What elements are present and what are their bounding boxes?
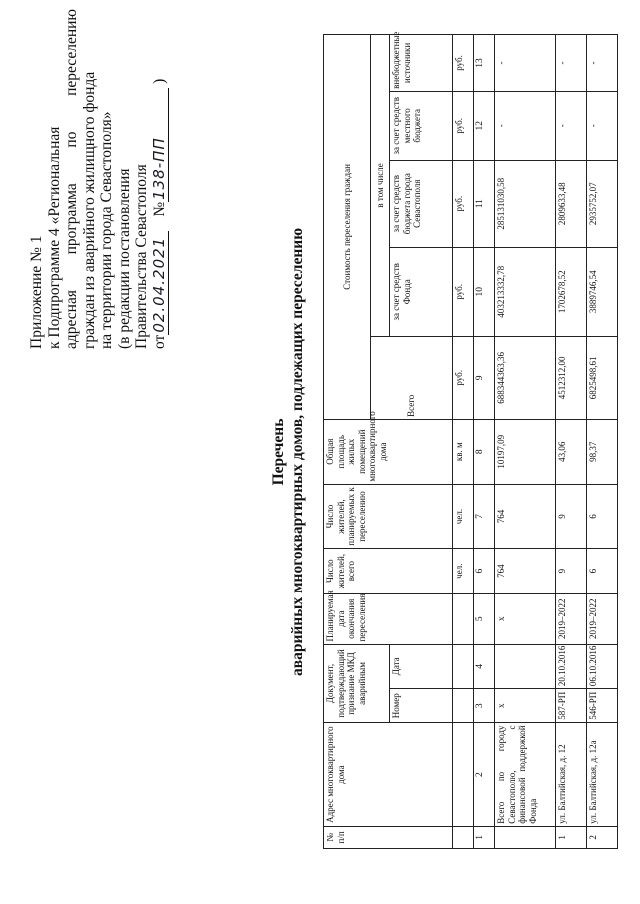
total-local-budget: - <box>495 91 556 160</box>
list-subtitle: аварийных многоквартирных домов, подлежащих переселению <box>289 227 306 677</box>
handwritten-number: 138-ПП <box>151 88 170 202</box>
row-extra-budget: - <box>587 35 618 92</box>
header-residents-total: Число жителей, всего <box>324 549 453 594</box>
unit-cell <box>453 826 474 848</box>
column-number: 12 <box>474 91 495 160</box>
header-planned-end: Планируемая дата окончания переселения <box>324 593 453 644</box>
row-residents-total: 9 <box>556 549 587 594</box>
signature-line <box>151 9 170 349</box>
total-city-budget: 285131030,58 <box>495 160 556 247</box>
column-number: 9 <box>474 336 495 419</box>
row-fund: 3889746,54 <box>587 247 618 336</box>
column-number: 4 <box>474 644 495 689</box>
column-number: 6 <box>474 549 495 594</box>
list-title: Перечень <box>270 418 287 486</box>
column-number: 10 <box>474 247 495 336</box>
unit-extra-budget: руб. <box>453 35 474 92</box>
total-doc-date <box>495 644 556 689</box>
unit-cell <box>453 593 474 644</box>
column-number: 8 <box>474 419 495 484</box>
units-row <box>453 35 474 849</box>
header-including: в том числе <box>371 35 390 337</box>
row-doc-date: 06.10.2016 <box>587 644 618 689</box>
sig-no-label: № <box>150 201 168 217</box>
handwritten-date: 02.04.2021 <box>151 231 170 335</box>
header-extra-budget: внебюджетные источники <box>390 35 453 92</box>
header-residents-planned: Число жителей, планируемых к переселению <box>324 484 453 549</box>
row-no: 2 <box>587 826 618 848</box>
buildings-table <box>323 31 618 849</box>
total-residents-planned: 764 <box>495 484 556 549</box>
row-no: 1 <box>556 826 587 848</box>
header-no: № п/п <box>324 826 453 848</box>
column-number: 2 <box>474 723 495 826</box>
total-fund: 403213332,78 <box>495 247 556 336</box>
unit-cell <box>453 644 474 689</box>
unit-area: кв. м <box>453 419 474 484</box>
row-doc-date: 20.10.2016 <box>556 644 587 689</box>
unit-total: руб. <box>453 336 474 419</box>
header-total: Всего <box>371 336 453 419</box>
column-number: 7 <box>474 484 495 549</box>
appendix-line-4: граждан из аварийного жилищного фонда <box>80 71 98 349</box>
appendix-line-7: Правительства Севастополя <box>133 164 150 349</box>
column-number: 11 <box>474 160 495 247</box>
row-local-budget: - <box>556 91 587 160</box>
row-fund: 1702678,52 <box>556 247 587 336</box>
header-doc-date: Дата <box>390 644 453 689</box>
column-numbers-row <box>474 35 495 849</box>
row-address: ул. Балтийская, д. 12 <box>556 723 587 826</box>
unit-local-budget: руб. <box>453 91 474 160</box>
table-row <box>556 35 587 849</box>
header-fund: за счет средств Фонда <box>390 247 453 336</box>
header-cost: Стоимость переселения граждан <box>324 35 371 420</box>
appendix-line-5: на территории города Севастополя» <box>98 111 115 349</box>
column-number: 1 <box>474 826 495 848</box>
row-planned-end: 2019–2022 <box>587 593 618 644</box>
header-document: Документ, подтверждающий признание МКД аварийным <box>324 644 390 723</box>
header-row-1 <box>324 35 371 849</box>
header-area: Общая площадь жилых помещений многоквартирного дома <box>324 419 453 484</box>
header-local-budget: за счет средств местного бюджета <box>390 91 453 160</box>
unit-cell <box>453 723 474 826</box>
header-address: Адрес многоквартирного дома <box>324 723 453 826</box>
appendix-line-1: Приложение № 1 <box>28 235 45 349</box>
appendix-line-3: адресная программа по переселению <box>63 9 80 349</box>
total-area: 10197,09 <box>495 419 556 484</box>
row-local-budget: - <box>587 91 618 160</box>
total-address: Всего по городу Севастополю, с финансовой поддержкой Фонда <box>495 723 556 826</box>
row-doc-number: 587-РП <box>556 689 587 723</box>
unit-city-budget: руб. <box>453 160 474 247</box>
column-number: 3 <box>474 689 495 723</box>
sig-prefix: от <box>150 334 168 349</box>
total-planned-end: x <box>495 593 556 644</box>
table-row <box>587 35 618 849</box>
appendix-line-6: (в редакции постановления <box>115 168 133 349</box>
row-extra-budget: - <box>556 35 587 92</box>
total-total: 688344363,36 <box>495 336 556 419</box>
row-total: 6825498,61 <box>587 336 618 419</box>
row-residents-planned: 9 <box>556 484 587 549</box>
row-area: 98,37 <box>587 419 618 484</box>
unit-residents-total: чел. <box>453 549 474 594</box>
row-total: 4512312,00 <box>556 336 587 419</box>
row-residents-planned: 6 <box>587 484 618 549</box>
total-residents-total: 764 <box>495 549 556 594</box>
appendix-line-2: к Подпрограмме 4 «Региональная <box>45 126 63 349</box>
unit-cell <box>453 689 474 723</box>
unit-residents-planned: чел. <box>453 484 474 549</box>
row-address: ул. Балтийская, д. 12а <box>587 723 618 826</box>
row-city-budget: 2935752,07 <box>587 160 618 247</box>
total-doc-number: x <box>495 689 556 723</box>
total-extra-budget: - <box>495 35 556 92</box>
total-row <box>495 35 556 849</box>
row-city-budget: 2809633,48 <box>556 160 587 247</box>
row-doc-number: 546-РП <box>587 689 618 723</box>
appendix-block <box>28 9 169 349</box>
unit-fund: руб. <box>453 247 474 336</box>
row-area: 43,06 <box>556 419 587 484</box>
header-doc-number: Номер <box>390 689 453 723</box>
column-number: 5 <box>474 593 495 644</box>
row-residents-total: 6 <box>587 549 618 594</box>
sig-suffix: ) <box>150 78 168 84</box>
total-no <box>495 826 556 848</box>
column-number: 13 <box>474 35 495 92</box>
header-city-budget: за счет средств бюджета города Севастополя <box>390 160 453 247</box>
row-planned-end: 2019–2022 <box>556 593 587 644</box>
